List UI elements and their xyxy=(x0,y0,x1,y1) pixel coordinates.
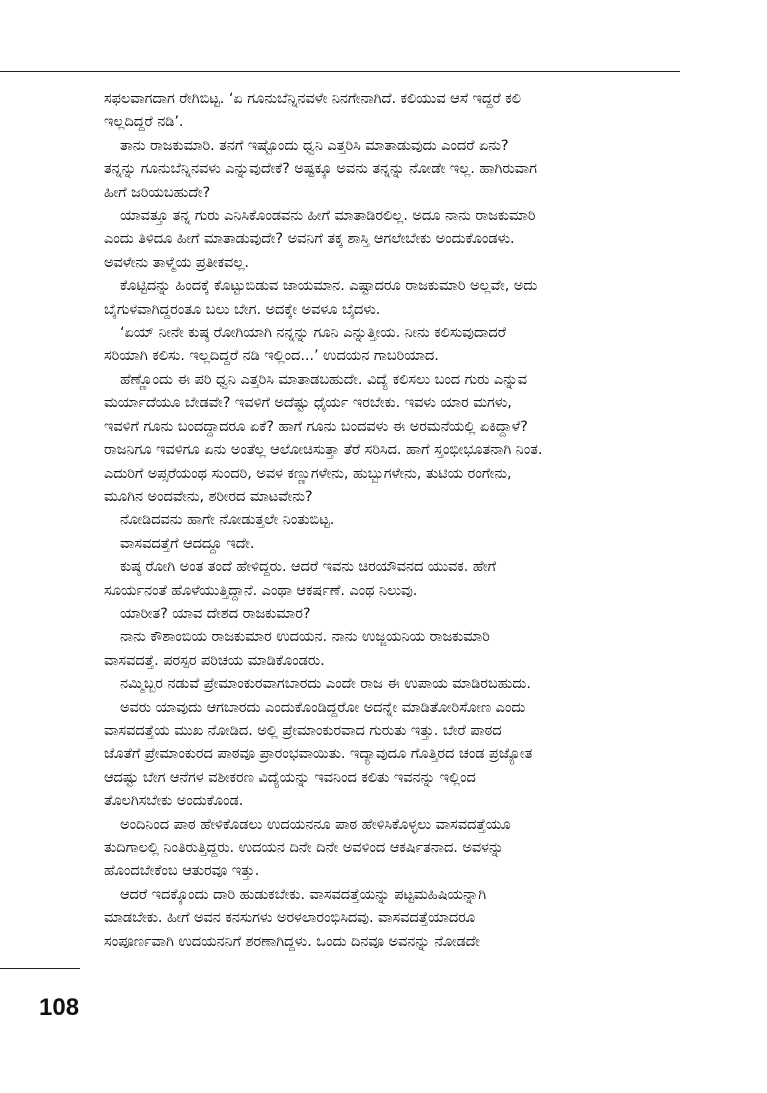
text-line: ಹೆಣ್ಣೊಂದು ಈ ಪರಿ ಧ್ವನಿ ಎತ್ತರಿಸಿ ಮಾತಾಡಬಹುದೇ. ವಿದ್ಯೆ ಕಲಿಸಲು ಬಂದ ಗುರು ಎನ್ನುವ xyxy=(120,370,528,388)
text-line: ಆದರೆ ಇದಕ್ಕೊಂದು ದಾರಿ ಹುಡುಕಬೇಕು. ವಾಸವದತ್ತೆಯನ್ನು ಪಟ್ಟಮಹಿಷಿಯನ್ನಾಗಿ xyxy=(120,885,487,903)
text-line: ಅವಳೇನು ತಾಳ್ಮೆಯ ಪ್ರತೀಕವಲ್ಲ. xyxy=(104,253,249,271)
text-line: ಇವಳಿಗೆ ಗೂನು ಬಂದದ್ದಾದರೂ ಏಕೆ? ಹಾಗೆ ಗೂನು ಬಂದವಳು ಈ ಅರಮನೆಯಲ್ಲಿ ಏಕಿದ್ದಾಳೆ? xyxy=(104,417,528,435)
text-line: ಕೊಟ್ಟಿದನ್ನು ಹಿಂದಕ್ಕೆ ಕೊಟ್ಟುಬಿಡುವ ಜಾಯಮಾನ. ಎಷ್ಟಾದರೂ ರಾಜಕುಮಾರಿ ಅಲ್ಲವೇ, ಅದು xyxy=(120,277,538,295)
text-line: ಹೀಗೆ ಜರಿಯಬಹುದೇ? xyxy=(104,183,211,201)
text-line: ಸೂರ್ಯನಂತೆ ಹೊಳೆಯುತ್ತಿದ್ದಾನೆ. ಎಂಥಾ ಆಕರ್ಷಣೆ. ಎಂಥ ನಿಲುವು. xyxy=(104,581,418,599)
text-line: ಮರ್ಯಾದೆಯೂ ಬೇಡವೇ? ಇವಳಿಗೆ ಅದೆಷ್ಟು ಧೈರ್ಯ ಇರಬೇಕು. ಇವಳು ಯಾರ ಮಗಳು, xyxy=(104,394,512,412)
text-line: ಮೂಗಿನ ಅಂದವೇನು, ಶರೀರದ ಮಾಟವೇನು? xyxy=(104,487,313,505)
text-line: ಸಂಪೂರ್ಣವಾಗಿ ಉದಯನನಿಗೆ ಶರಣಾಗಿದ್ದಳು. ಒಂದು ದಿನವೂ ಅವನನ್ನು ನೋಡದೇ xyxy=(104,932,480,950)
text-line: ಜೊತೆಗೆ ಪ್ರೇಮಾಂಕುರದ ಪಾಠವೂ ಪ್ರಾರಂಭವಾಯಿತು. ಇದ್ಯಾವುದೂ ಗೊತ್ತಿರದ ಚಂಡ ಪ್ರಜ್ಯೋತ xyxy=(104,745,533,763)
text-line: ಅವರು ಯಾವುದು ಆಗಬಾರದು ಎಂದುಕೊಂಡಿದ್ದರೋ ಅದನ್ನೇ ಮಾಡಿತೋರಿಸೋಣ ಎಂದು xyxy=(120,698,526,716)
text-line: ಅಂದಿನಿಂದ ಪಾಠ ಹೇಳಿಕೊಡಲು ಉದಯನನೂ ಪಾಠ ಹೇಳಿಸಿಕೊಳ್ಳಲು ವಾಸವದತ್ತೆಯೂ xyxy=(120,815,511,833)
page-number: 108 xyxy=(39,994,80,1021)
text-line: ಆದಷ್ಟು ಬೇಗ ಆನೆಗಳ ವಶೀಕರಣ ವಿದ್ಯೆಯನ್ನು ಇವನಿಂದ ಕಲಿತು ಇವನನ್ನು ಇಲ್ಲಿಂದ xyxy=(104,768,476,786)
text-line: ಇಲ್ಲದಿದ್ದರೆ ನಡಿ’. xyxy=(104,113,184,131)
bottom-rule xyxy=(0,968,80,969)
text-line: ಎದುರಿಗೆ ಅಪ್ಸರೆಯಂಥ ಸುಂದರಿ, ಅವಳ ಕಣ್ಣುಗಳೇನು, ಹುಬ್ಬುಗಳೇನು, ತುಟಿಯ ರಂಗೇನು, xyxy=(104,464,512,482)
text-line: ನೋಡಿದವನು ಹಾಗೇ ನೋಡುತ್ತಲೇ ನಿಂತುಬಿಟ್ಟ. xyxy=(120,511,335,529)
text-line: ಯಾವತ್ತೂ ತನ್ನ ಗುರು ಎನಿಸಿಕೊಂಡವನು ಹೀಗೆ ಮಾತಾಡಿರಲಿಲ್ಲ. ಅದೂ ನಾನು ರಾಜಕುಮಾರಿ xyxy=(120,207,536,225)
text-line: ಯಾರೀತ? ಯಾವ ದೇಶದ ರಾಜಕುಮಾರ? xyxy=(120,604,311,622)
text-line: ನಾನು ಕೌಶಾಂಬಿಯ ರಾಜಕುಮಾರ ಉದಯನ. ನಾನು ಉಜ್ಜಯನಿಯ ರಾಜಕುಮಾರಿ xyxy=(120,628,490,646)
text-line: ಸರಿಯಾಗಿ ಕಲಿಸು. ಇಲ್ಲದಿದ್ದರೆ ನಡಿ ಇಲ್ಲಿಂದ...’ ಉದಯನ ಗಾಬರಿಯಾದ. xyxy=(104,347,439,365)
text-line: ಎಂದು ತಿಳಿದೂ ಹೀಗೆ ಮಾತಾಡುವುದೇ? ಅವನಿಗೆ ತಕ್ಕ ಶಾಸ್ತಿ ಆಗಲೇಬೇಕು ಅಂದುಕೊಂಡಳು. xyxy=(104,230,515,248)
text-line: ತುದಿಗಾಲಲ್ಲಿ ನಿಂತಿರುತ್ತಿದ್ದರು. ಉದಯನ ದಿನೇ ದಿನೇ ಅವಳಿಂದ ಆಕರ್ಷಿತನಾದ. ಅವಳನ್ನು xyxy=(104,839,504,856)
body-text xyxy=(104,87,684,953)
text-line: ಬೈಗುಳವಾಗಿದ್ದರಂತೂ ಬಲು ಬೇಗ. ಅದಕ್ಕೇ ಅವಳೂ ಬೈದಳು. xyxy=(104,300,381,318)
text-line: ವಾಸವದತ್ತೆಯ ಮುಖ ನೋಡಿದ. ಅಲ್ಲಿ ಪ್ರೇಮಾಂಕುರವಾದ ಗುರುತು ಇತ್ತು. ಬೇರೆ ಪಾಠದ xyxy=(104,721,502,739)
text-line: ‘ಏಯ್ ನೀನೇ ಕುಷ್ಠ ರೋಗಿಯಾಗಿ ನನ್ನನ್ನು ಗೂನಿ ಎನ್ನುತ್ತೀಯ. ನೀನು ಕಲಿಸುವುದಾದರೆ xyxy=(120,324,506,342)
text-line: ಮಾಡಬೇಕು. ಹೀಗೆ ಅವನ ಕನಸುಗಳು ಅರಳಲಾರಂಭಿಸಿದವು. ವಾಸವದತ್ತೆಯಾದರೂ xyxy=(104,909,476,927)
text-line: ವಾಸವದತ್ತೆ. ಪರಸ್ಪರ ಪರಿಚಯ ಮಾಡಿಕೊಂಡರು. xyxy=(104,651,325,669)
text-line: ಸಫಲವಾಗದಾಗ ರೇಗಿಬಿಟ್ಟ. ‘ಏ ಗೂನುಬೆನ್ನಿನವಳೇ ನಿನಗೇನಾಗಿದೆ. ಕಲಿಯುವ ಆಸೆ ಇದ್ದರೆ ಕಲಿ xyxy=(104,90,521,107)
text-line: ತನ್ನನ್ನು ಗೂನುಬೆನ್ನಿನವಳು ಎನ್ನುವುದೇಕೆ? ಅಷ್ಟಕ್ಕೂ ಅವನು ತನ್ನನ್ನು ನೋಡೇ ಇಲ್ಲ. ಹಾಗಿರುವಾಗ xyxy=(104,160,537,178)
text-line: ತೊಲಗಿಸಬೇಕು ಅಂದುಕೊಂಡ. xyxy=(104,792,244,810)
text-line: ಕುಷ್ಠ ರೋಗಿ ಅಂತ ತಂದೆ ಹೇಳಿದ್ದರು. ಆದರೆ ಇವನು ಚಿರಯೌವನದ ಯುವಕ. ಹೇಗೆ xyxy=(120,558,497,576)
text-line: ತಾನು ರಾಜಕುಮಾರಿ. ತನಗೆ ಇಷ್ಟೊಂದು ಧ್ವನಿ ಎತ್ತರಿಸಿ ಮಾತಾಡುವುದು ಎಂದರೆ ಏನು? xyxy=(120,136,509,154)
top-rule xyxy=(0,71,680,72)
text-line: ಹೊಂದಬೇಕೆಂಬ ಆತುರವೂ ಇತ್ತು. xyxy=(104,862,260,880)
text-line: ವಾಸವದತ್ತೆಗೆ ಆದದ್ದೂ ಇದೇ. xyxy=(120,534,255,552)
text-line: ರಾಜನಿಗೂ ಇವಳಿಗೂ ಏನು ಅಂತೆಲ್ಲ ಆಲೋಚಿಸುತ್ತಾ ತೆರೆ ಸರಿಸಿದ. ಹಾಗೆ ಸ್ತಂಭೀಭೂತನಾಗಿ ನಿಂತ. xyxy=(104,441,543,459)
text-line: ನಮ್ಮಿಬ್ಬರ ನಡುವೆ ಪ್ರೇಮಾಂಕುರವಾಗಬಾರದು ಎಂದೇ ರಾಜ ಈ ಉಪಾಯ ಮಾಡಿರಬಹುದು. xyxy=(120,675,531,693)
